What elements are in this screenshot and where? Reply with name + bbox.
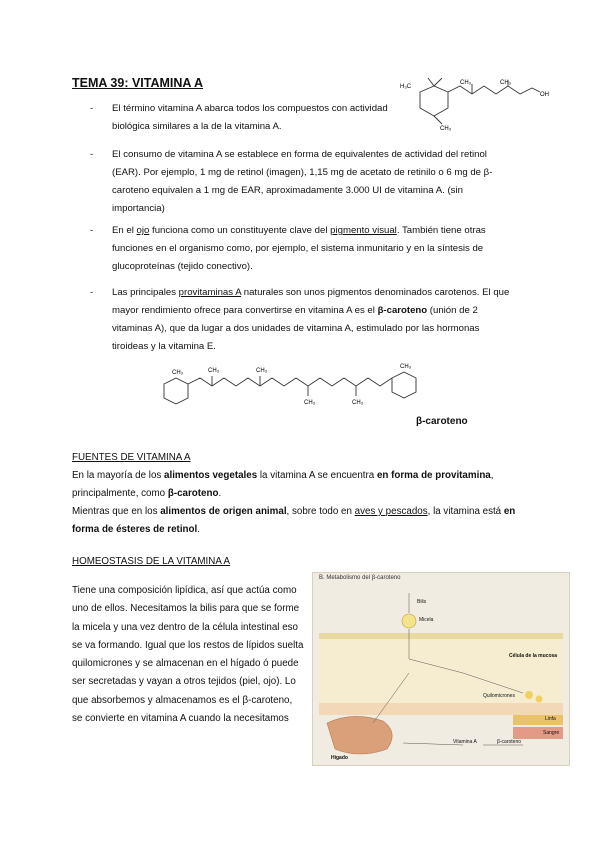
beta-carotene-structure [156, 362, 446, 418]
carotene-ch3-e: CH₃ [352, 400, 364, 406]
bullet-4-text [112, 284, 512, 356]
metabolism-diagram [312, 572, 570, 766]
diagram-bcaroteno: β-caroteno [497, 739, 521, 745]
diagram-higado: Hígado [331, 755, 348, 761]
fuentes-p1 [72, 467, 530, 503]
f1a: En la mayoría de los [72, 470, 165, 481]
fuentes-heading: FUENTES DE VITAMINA A [72, 452, 191, 463]
f1c: la vitamina A se encuentra [257, 470, 377, 481]
bullet-dash: - [90, 149, 94, 160]
f1e: , principalmente, como [72, 470, 494, 499]
f2a: Mientras que en los [72, 506, 161, 517]
b4-provitaminas: provitaminas A [178, 287, 242, 298]
retinol-ch3-b: CH₃ [500, 80, 512, 86]
f2c: , sobre todo en [286, 506, 355, 517]
diagram-micela: Micela [419, 617, 434, 623]
f1d: en forma de provitamina [376, 470, 491, 481]
b3-mid: funciona como un constituyente clave del [149, 225, 331, 236]
bullet-dash: - [90, 103, 94, 114]
retinol-ch3-c: CH₃ [440, 126, 452, 132]
b4-pre: Las principales [112, 287, 179, 298]
diagram-quilo: Quilomicrones [483, 693, 515, 699]
diagram-illustration [313, 573, 569, 765]
fuentes-p2 [72, 503, 530, 539]
b3-post: . También tiene otras funciones en el organismo como, por ejemplo, el sistema inmunitario y en la síntesis de glucoproteínas (tejido conectivo). [112, 225, 486, 272]
homeostasis-text: Tiene una composición lipídica, así que actúa como uno de ellos. Necesitamos la bilis para que se forme la micela y una vez dentro de la célula intestinal eso se va formando. Igual que los restos de lípidos suelta quilomicrones y se almacenan en el hígado ó puede ser secretadas y vayan a otros tejidos (piel, ojo). Lo que absorbemos y almacenamos es el β-caroteno, se convierte en vitamina A cuando la necesitamos [72, 585, 304, 725]
carotene-ch3-f: CH₃ [400, 364, 412, 370]
retinol-structure [398, 78, 558, 134]
f2b: alimentos de origen animal [160, 506, 287, 517]
f1f: β-caroteno [167, 488, 219, 499]
b4-bcaroteno: β-caroteno [377, 305, 428, 316]
page-title: TEMA 39: VITAMINA A [72, 76, 204, 90]
bullet-dash: - [90, 225, 94, 236]
carotene-ch3-a: CH₃ [172, 370, 184, 376]
diagram-title: B. Metabolismo del β-caroteno [319, 575, 401, 581]
retinol-ch3-a: CH₃ [460, 80, 472, 86]
retinol-oh: OH [540, 92, 549, 98]
b4-mid: naturales son unos pigmentos denominados carotenos. El que mayor rendimiento ofrece para convertirse en vitamina A es el [112, 287, 510, 316]
f2e: , la vitamina está [427, 506, 504, 517]
diagram-bilis: Bilis [417, 599, 427, 605]
bullet-dash: - [90, 287, 94, 298]
f2f: en forma de ésteres de retinol [72, 506, 516, 535]
beta-carotene-label-text: β-caroteno [416, 416, 468, 427]
b3-pigmento: pigmento visual [330, 225, 397, 236]
bullet-3-text [112, 222, 512, 276]
carotene-ch3-c: CH₃ [256, 368, 268, 374]
f1b: alimentos vegetales [164, 470, 258, 481]
b4-post: (unión de 2 vitaminas A), que da lugar a dos unidades de vitamina A, estimulado por las hormonas tiroideas y la vitamina E. [112, 305, 480, 352]
b3-ojo: ojo [136, 225, 150, 236]
bullet-2-text: El consumo de vitamina A se establece en forma de equivalentes de actividad del retinol (EAR). Por ejemplo, 1 mg de retinol (imagen), 1,15 mg de acetato de retinilo o 6 mg de β-caroteno equivalen a 1 mg de EAR, aproximadamente 3.000 UI de vitamina A. (sin importancia) [112, 149, 493, 214]
carotene-ch3-b: CH₃ [208, 368, 220, 374]
bullet-1-text: El término vitamina A abarca todos los compuestos con actividad biológica similares a la de la vitamina A. [112, 103, 388, 132]
diagram-vitamina: Vitamina A [453, 739, 477, 745]
carotene-ch3-d: CH₃ [304, 400, 316, 406]
f1g: . [218, 488, 222, 499]
b3-pre: En el [112, 225, 137, 236]
f2d: aves y pescados [354, 506, 428, 517]
beta-carotene-label [416, 416, 468, 427]
diagram-sangre: Sangre [543, 730, 560, 736]
homeostasis-heading: HOMEOSTASIS DE LA VITAMINA A [72, 556, 231, 567]
diagram-linfa: Linfa [545, 716, 556, 722]
retinol-h3c: H₃C [400, 84, 412, 90]
diagram-celula: Célula de la mucosa [509, 653, 558, 659]
f2g: . [197, 524, 200, 535]
